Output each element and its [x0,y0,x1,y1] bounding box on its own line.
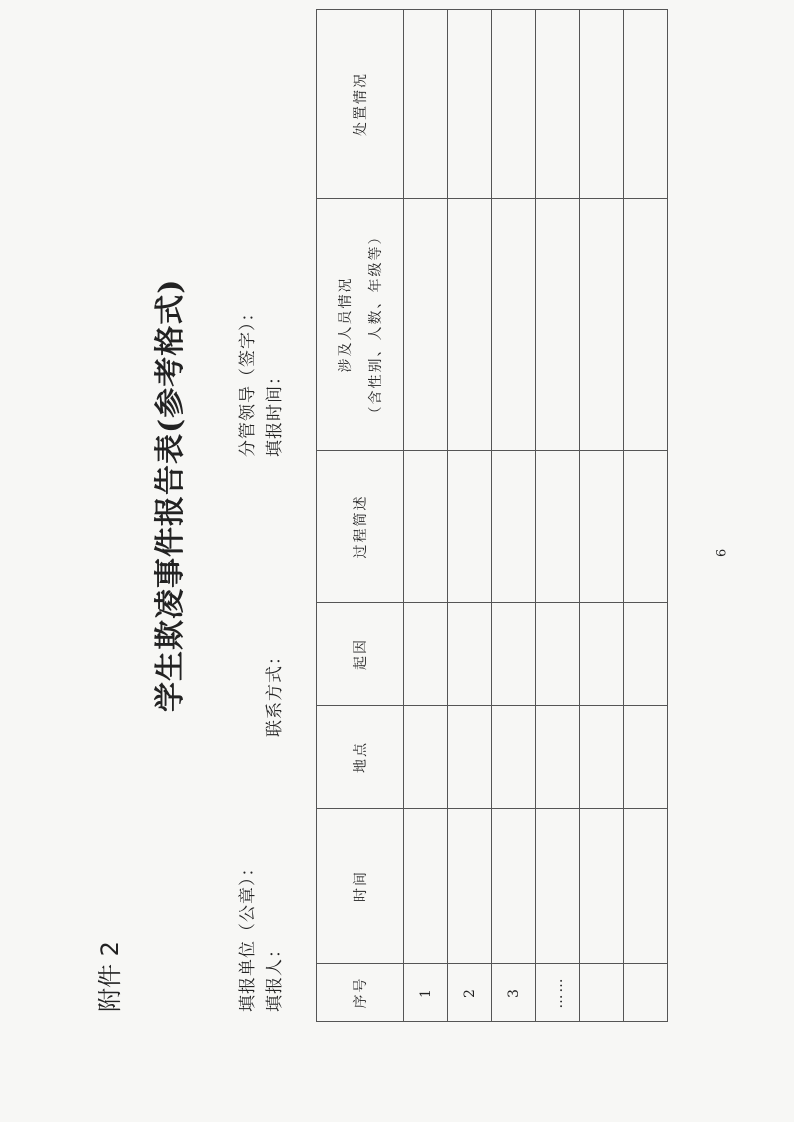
row-index: 1 [404,964,448,1022]
header-location: 地点 [317,706,404,809]
attachment-label: 附件 2 [96,941,124,1012]
table-row [404,10,448,1022]
field-report-time: 填报时间： [265,367,285,457]
header-involved-label: 涉及人员情况 [338,276,354,373]
field-reporter: 填报人： [265,940,285,1012]
header-time: 时间 [317,809,404,964]
page-title: 学生欺凌事件报告表(参考格式) [153,278,188,712]
table-row [448,10,492,1022]
table-row [580,10,624,1022]
row-index: 3 [492,964,536,1022]
field-contact: 联系方式： [265,647,285,737]
row-index: 2 [448,964,492,1022]
table-row [536,10,580,1022]
row-index [580,964,624,1022]
header-involved [317,199,404,451]
row-index [624,964,668,1022]
report-table [316,9,668,1022]
table-row [492,10,536,1022]
field-unit: 填报单位（公章）： [238,858,258,1012]
row-index: …… [536,964,580,1022]
header-handling: 处置情况 [317,10,404,199]
field-leader: 分管领导（签字）： [238,303,258,457]
page-number: 9 [712,548,727,557]
header-process: 过程简述 [317,451,404,603]
header-involved-note: （含性别、人数、年级等） [368,228,384,421]
table-header-row [317,10,404,1022]
header-index: 序号 [317,964,404,1022]
header-cause: 起因 [317,603,404,706]
table-row [624,10,668,1022]
